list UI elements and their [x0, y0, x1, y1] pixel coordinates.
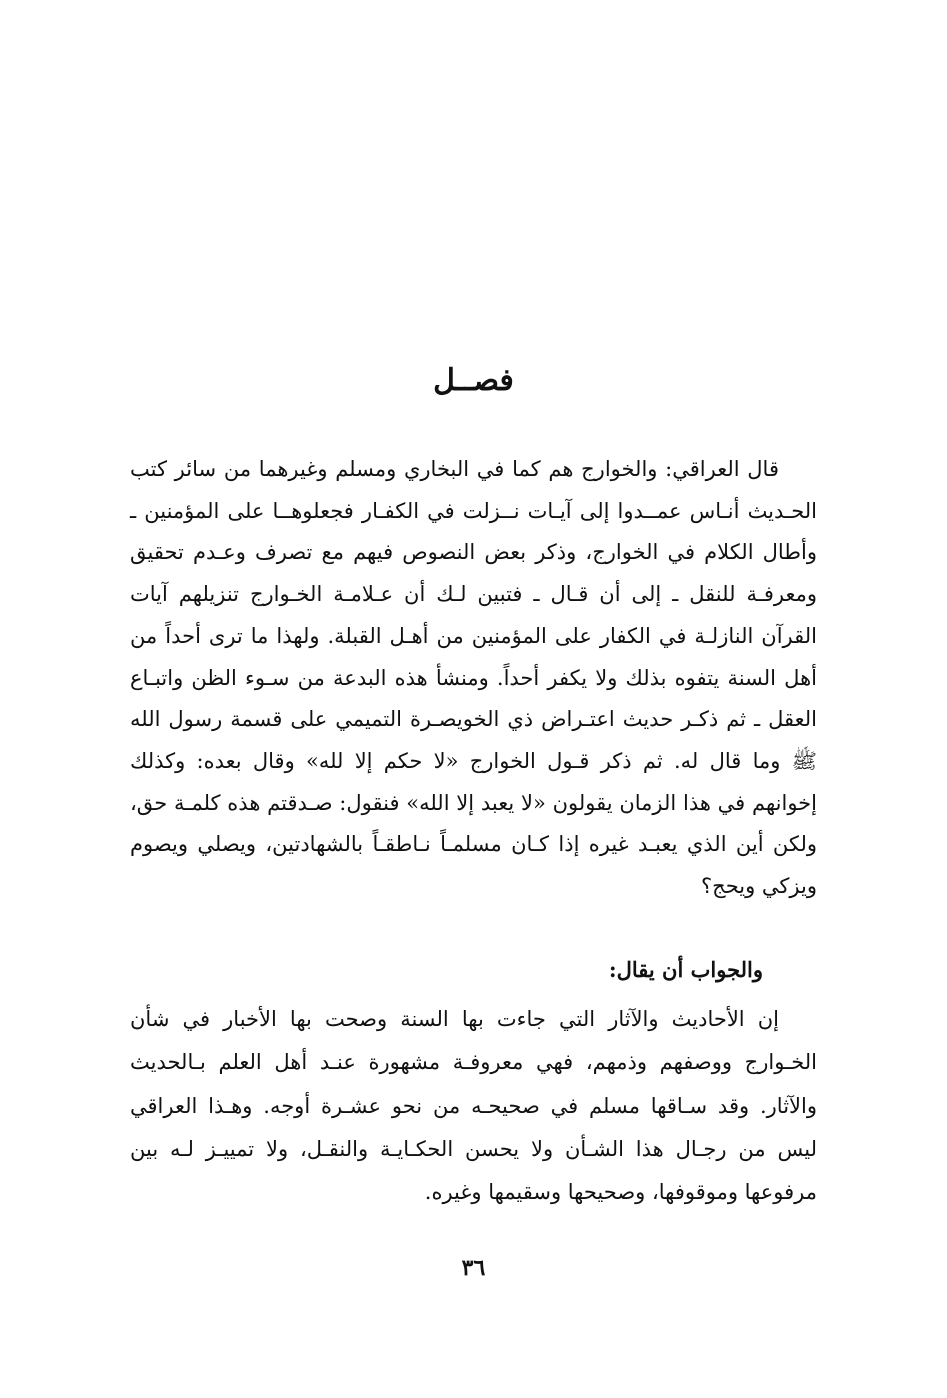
answer-subheading: والجواب أن يقال: — [608, 957, 763, 982]
body-paragraph-2 — [130, 998, 817, 1214]
paragraph-1-text: قال العراقي: والخوارج هم كما في البخاري ومسلم وغيرهما من سائر كتب الحـديث أنـاس عمــدوا إلى آيـات نــزلت في الكفـار فجعلوهــا على المؤمنين ـ وأطال الكلام في الخوارج، وذكر بعض النصوص فيهم مع تصرف وعـدم تحقيق ومعرفـة للنقل ـ إلى أن قـال ـ فتبين لـك أن عـلامـة الخـوارج تنزيلهم آيات القرآن النازلـة في الكفار على المؤمنين من أهـل القبلة. ولهذا ما ترى أحداً من أهل السنة يتفوه بذلك ولا يكفر أحداً. ومنشأ هذه البدعة من سـوء الظن واتبـاع العقل ـ ثم ذكـر حديث اعتـراض ذي الخويصـرة التميمي على قسمة رسول الله ﷺ وما قال له. ثم ذكر قـول الخوارج «لا حكم إلا لله» وقال بعده: وكذلك إخوانهم في هذا الزمان يقولون «لا يعبد إلا الله» فنقول: صـدقتم هذه كلمـة حق، ولكن أين الذي يعبـد غيره إذا كـان مسلمـاً نـاطقـاً بالشهادتين، ويصلي ويصوم ويزكي ويحج؟ — [130, 457, 817, 899]
page-number: ٣٦ — [461, 1255, 486, 1281]
section-heading: فصــل — [433, 363, 514, 398]
body-paragraph-1 — [130, 449, 817, 908]
paragraph-2-text: إن الأحاديث والآثار التي جاءت بها السنة وصحت بها الأخبار في شأن الخـوارج ووصفهم وذمهم، فهي معروفـة مشهورة عنـد أهل العلم بـالحديث والآثار. وقد سـاقها مسلم في صحيحـه من نحو عشـرة أوجه. وهـذا العراقي ليس من رجـال هذا الشـأن ولا يحسن الحكـايـة والنقـل، ولا تمييـز لـه بين مرفوعها وموقوفها، وصحيحها وسقيمها وغيره. — [130, 1007, 817, 1205]
